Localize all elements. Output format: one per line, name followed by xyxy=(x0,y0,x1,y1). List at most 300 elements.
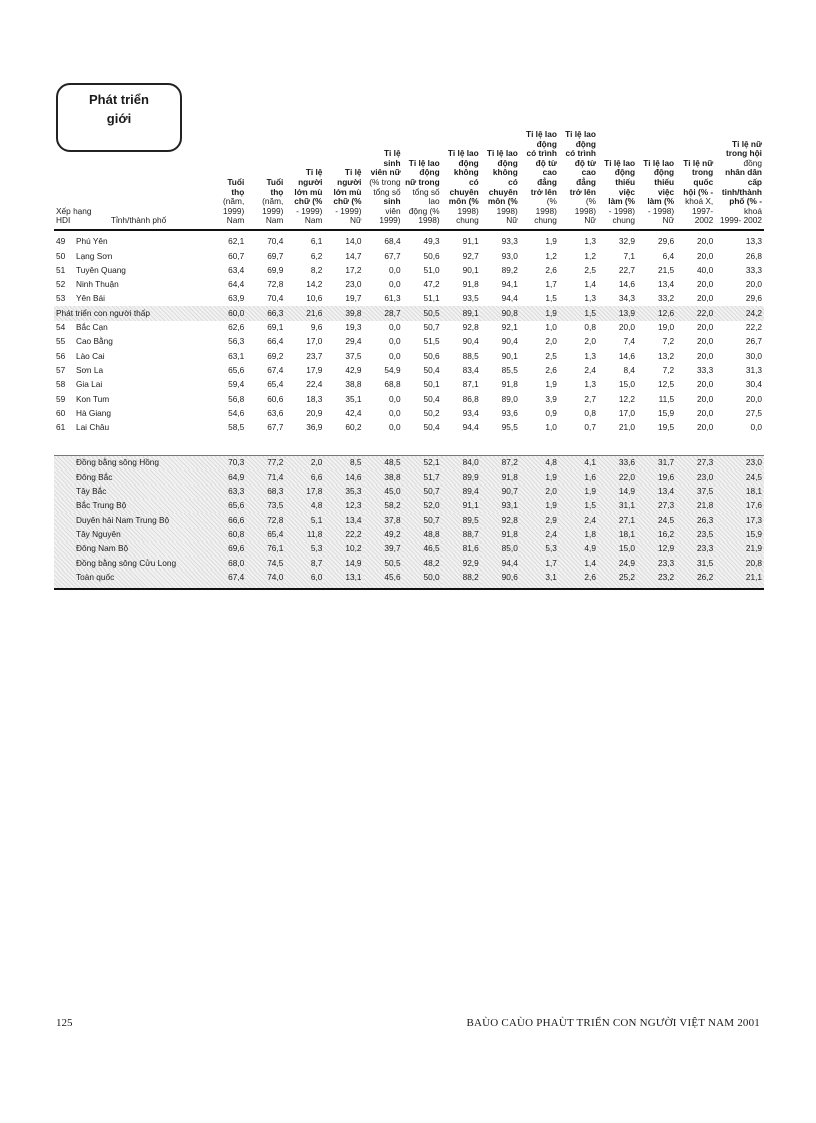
province-cell: Hà Giang xyxy=(75,407,112,418)
value-cell: 1,3 xyxy=(584,236,596,247)
value-cell: 35,1 xyxy=(345,393,362,404)
province-cell: Phú Yên xyxy=(75,236,108,247)
value-cell: 91,1 xyxy=(462,236,479,247)
value-cell: 33,3 xyxy=(745,264,762,275)
value-cell: 11,5 xyxy=(658,393,675,404)
value-cell: 21,9 xyxy=(715,542,764,556)
value-cell: 2,7 xyxy=(584,393,596,404)
value-cell: 93,1 xyxy=(481,499,520,513)
value-cell: 29,6 xyxy=(745,293,762,304)
value-cell: 65,6 xyxy=(228,364,245,375)
value-cell: 63,9 xyxy=(228,293,245,304)
value-cell: 16,2 xyxy=(637,528,676,542)
value-cell: 9,6 xyxy=(310,322,323,333)
value-cell: 7,4 xyxy=(623,336,636,347)
value-cell: 21,5 xyxy=(657,264,675,275)
value-cell: 52,1 xyxy=(403,456,442,471)
rank-cell: 61 xyxy=(56,422,66,433)
value-cell: 0,9 xyxy=(545,407,557,418)
value-cell: 17,2 xyxy=(345,264,362,275)
value-cell: 23,3 xyxy=(637,556,676,570)
value-cell: 32,9 xyxy=(618,236,636,247)
value-cell: 20,0 xyxy=(697,250,714,261)
value-cell: 88,7 xyxy=(442,528,481,542)
table-row xyxy=(54,321,764,335)
value-cell: 1,9 xyxy=(520,470,559,484)
value-cell: 54,6 xyxy=(228,407,245,418)
value-cell: 93,0 xyxy=(501,250,518,261)
value-cell: 14,9 xyxy=(324,556,363,570)
value-cell: 20,0 xyxy=(697,350,714,361)
value-cell: 38,8 xyxy=(364,470,403,484)
region-cell: Tây Bắc xyxy=(54,485,207,499)
value-cell: 20,0 xyxy=(697,293,714,304)
value-cell: 20,0 xyxy=(697,322,714,333)
value-cell: 60,8 xyxy=(207,528,246,542)
value-cell: 0,0 xyxy=(389,422,401,433)
value-cell: 15,9 xyxy=(715,528,764,542)
value-cell: 34,3 xyxy=(618,293,636,304)
value-cell: 42,9 xyxy=(345,364,362,375)
province-cell: Lạng Sơn xyxy=(75,250,113,261)
value-cell: 20,0 xyxy=(697,379,714,390)
value-cell: 13,4 xyxy=(637,485,676,499)
value-cell: 0,0 xyxy=(389,350,401,361)
value-cell: 31,5 xyxy=(676,556,715,570)
value-cell: 22,7 xyxy=(618,264,636,275)
value-cell: 87,2 xyxy=(481,456,520,471)
value-cell: 72,8 xyxy=(246,513,285,527)
province-cell: Cao Bằng xyxy=(75,336,113,347)
value-cell: 1,2 xyxy=(545,250,557,261)
rank-cell: 55 xyxy=(56,336,66,347)
value-cell: 94,4 xyxy=(481,556,520,570)
table-row xyxy=(54,392,764,406)
value-cell: 76,1 xyxy=(246,542,285,556)
value-cell: 0,7 xyxy=(584,422,596,433)
value-cell: 47,2 xyxy=(423,279,440,290)
region-row xyxy=(54,528,764,542)
value-cell: 4,9 xyxy=(559,542,598,556)
value-cell: 24,9 xyxy=(598,556,637,570)
value-cell: 23,0 xyxy=(676,470,715,484)
value-cell: 13,4 xyxy=(657,279,675,290)
value-cell: 85,0 xyxy=(481,542,520,556)
value-cell: 51,0 xyxy=(423,264,440,275)
value-cell: 0,0 xyxy=(389,407,401,418)
value-cell: 50,4 xyxy=(423,393,440,404)
value-cell: 58,5 xyxy=(228,422,245,433)
spacer-cell xyxy=(54,435,764,456)
value-cell: 77,2 xyxy=(246,456,285,471)
value-cell: 19,3 xyxy=(345,322,362,333)
value-cell: 19,7 xyxy=(345,293,362,304)
table-row xyxy=(54,378,764,392)
spacer-row xyxy=(54,435,764,456)
value-cell: 0,0 xyxy=(389,336,401,347)
value-cell: 85,5 xyxy=(501,364,518,375)
value-cell: 74,5 xyxy=(246,556,285,570)
value-cell: 10,6 xyxy=(306,293,323,304)
value-cell: 14,2 xyxy=(306,279,323,290)
value-cell: 33,3 xyxy=(697,364,714,375)
value-cell: 26,3 xyxy=(676,513,715,527)
value-cell: 18,1 xyxy=(598,528,637,542)
value-cell: 63,4 xyxy=(228,264,245,275)
header-hdi-rank: Xếp hạng HDI xyxy=(54,130,72,230)
value-cell: 91,8 xyxy=(481,528,520,542)
value-cell: 1,5 xyxy=(559,306,598,320)
rank-cell: 49 xyxy=(56,236,66,247)
value-cell: 20,9 xyxy=(306,407,323,418)
value-cell: 3,1 xyxy=(520,570,559,588)
value-cell: 72,8 xyxy=(267,279,284,290)
value-cell: 19,5 xyxy=(657,422,675,433)
value-cell: 2,0 xyxy=(584,336,596,347)
region-row xyxy=(54,499,764,513)
value-cell: 59,4 xyxy=(228,379,245,390)
value-cell: 27,3 xyxy=(676,456,715,471)
value-cell: 13,4 xyxy=(324,513,363,527)
table-row xyxy=(54,407,764,421)
value-cell: 68,4 xyxy=(384,236,401,247)
value-cell: 5,3 xyxy=(520,542,559,556)
value-cell: 20,0 xyxy=(745,279,762,290)
value-cell: 2,4 xyxy=(584,364,596,375)
value-cell: 90,8 xyxy=(481,306,520,320)
value-cell: 86,8 xyxy=(462,393,479,404)
value-cell: 90,4 xyxy=(462,336,479,347)
value-cell: 27,5 xyxy=(745,407,762,418)
value-cell: 60,2 xyxy=(345,422,362,433)
value-cell: 1,0 xyxy=(545,322,557,333)
value-cell: 88,2 xyxy=(442,570,481,588)
value-cell: 48,8 xyxy=(403,528,442,542)
value-cell: 50,7 xyxy=(403,513,442,527)
value-cell: 27,1 xyxy=(598,513,637,527)
value-cell: 50,6 xyxy=(423,350,440,361)
value-cell: 15,0 xyxy=(598,542,637,556)
value-cell: 24,5 xyxy=(715,470,764,484)
value-cell: 39,8 xyxy=(324,306,363,320)
value-cell: 12,3 xyxy=(324,499,363,513)
value-cell: 69,6 xyxy=(207,542,246,556)
value-cell: 21,1 xyxy=(715,570,764,588)
value-cell: 15,0 xyxy=(618,379,636,390)
value-cell: 15,9 xyxy=(657,407,675,418)
value-cell: 66,6 xyxy=(207,513,246,527)
value-cell: 50,0 xyxy=(403,570,442,588)
value-cell: 66,4 xyxy=(267,336,284,347)
value-cell: 30,4 xyxy=(745,379,762,390)
group-name-cell: Phát triển con người thấp xyxy=(54,306,207,320)
value-cell: 93,5 xyxy=(462,293,479,304)
rank-cell: 56 xyxy=(56,350,66,361)
table-header-row xyxy=(54,130,764,230)
value-cell: 8,7 xyxy=(285,556,324,570)
value-cell: 37,5 xyxy=(345,350,362,361)
value-cell: 23,0 xyxy=(715,456,764,471)
value-cell: 1,7 xyxy=(545,279,557,290)
value-cell: 20,0 xyxy=(697,407,714,418)
value-cell: 70,4 xyxy=(267,236,284,247)
value-cell: 1,9 xyxy=(559,485,598,499)
value-cell: 50,7 xyxy=(423,322,440,333)
table-row xyxy=(54,349,764,363)
value-cell: 20,0 xyxy=(618,322,636,333)
value-cell: 64,4 xyxy=(228,279,245,290)
value-cell: 18,3 xyxy=(306,393,323,404)
table-row xyxy=(54,335,764,349)
value-cell: 28,7 xyxy=(364,306,403,320)
header-col-4: Tỉ lệ người lớn mù chữ (% - 1999) Nữ xyxy=(324,130,363,230)
value-cell: 14,9 xyxy=(598,485,637,499)
value-cell: 37,8 xyxy=(364,513,403,527)
header-col-14: Tỉ lệ nữ trong hội đồng nhân dân cấp tỉnh/thành phố (% - khoá 1999- 2002 xyxy=(715,130,764,230)
value-cell: 69,1 xyxy=(267,322,284,333)
value-cell: 74,0 xyxy=(246,570,285,588)
value-cell: 14,6 xyxy=(618,279,636,290)
value-cell: 29,6 xyxy=(657,236,675,247)
province-cell: Bắc Cạn xyxy=(75,322,108,333)
value-cell: 14,6 xyxy=(324,470,363,484)
region-row xyxy=(54,485,764,499)
value-cell: 84,0 xyxy=(442,456,481,471)
value-cell: 23,7 xyxy=(306,350,323,361)
value-cell: 14,6 xyxy=(618,350,636,361)
value-cell: 54,9 xyxy=(384,364,401,375)
value-cell: 68,0 xyxy=(207,556,246,570)
value-cell: 62,1 xyxy=(228,236,245,247)
value-cell: 29,4 xyxy=(345,336,362,347)
value-cell: 21,0 xyxy=(618,422,636,433)
value-cell: 92,8 xyxy=(462,322,479,333)
value-cell: 65,4 xyxy=(246,528,285,542)
header-province: Tỉnh/thành phố xyxy=(72,130,207,230)
rank-cell: 59 xyxy=(56,393,66,404)
value-cell: 45,0 xyxy=(364,485,403,499)
region-cell: Bắc Trung Bộ xyxy=(54,499,207,513)
value-cell: 22,0 xyxy=(676,306,715,320)
value-cell: 6,6 xyxy=(285,470,324,484)
header-col-12: Tỉ lệ lao động thiếu việc làm (% - 1998) Nữ xyxy=(637,130,676,230)
header-col-9: Tỉ lệ lao động có trình độ từ cao đẳng trở lên (% 1998) chung xyxy=(520,130,559,230)
value-cell: 89,5 xyxy=(442,513,481,527)
gender-development-table xyxy=(54,130,764,590)
value-cell: 8,2 xyxy=(310,264,323,275)
province-cell: Ninh Thuận xyxy=(75,279,119,290)
value-cell: 24,2 xyxy=(715,306,764,320)
value-cell: 21,8 xyxy=(676,499,715,513)
value-cell: 7,2 xyxy=(662,364,675,375)
region-cell: Đông Nam Bộ xyxy=(54,542,207,556)
value-cell: 90,7 xyxy=(481,485,520,499)
value-cell: 33,2 xyxy=(657,293,675,304)
value-cell: 65,4 xyxy=(267,379,284,390)
value-cell: 69,9 xyxy=(267,264,284,275)
value-cell: 66,3 xyxy=(246,306,285,320)
value-cell: 0,0 xyxy=(389,279,401,290)
value-cell: 23,3 xyxy=(676,542,715,556)
value-cell: 67,4 xyxy=(267,364,284,375)
value-cell: 90,6 xyxy=(481,570,520,588)
value-cell: 71,4 xyxy=(246,470,285,484)
value-cell: 1,8 xyxy=(559,528,598,542)
value-cell: 48,2 xyxy=(403,556,442,570)
value-cell: 22,4 xyxy=(306,379,323,390)
value-cell: 23,2 xyxy=(637,570,676,588)
value-cell: 2,0 xyxy=(520,485,559,499)
value-cell: 4,8 xyxy=(285,499,324,513)
value-cell: 45,6 xyxy=(364,570,403,588)
province-cell: Lai Châu xyxy=(75,422,110,433)
value-cell: 51,1 xyxy=(423,293,440,304)
value-cell: 60,6 xyxy=(267,393,284,404)
value-cell: 69,7 xyxy=(267,250,284,261)
section-title-line1: Phát triển xyxy=(89,92,149,107)
value-cell: 5,1 xyxy=(285,513,324,527)
value-cell: 60,7 xyxy=(228,250,245,261)
value-cell: 50,5 xyxy=(364,556,403,570)
value-cell: 0,0 xyxy=(389,393,401,404)
value-cell: 37,5 xyxy=(676,485,715,499)
value-cell: 6,0 xyxy=(285,570,324,588)
value-cell: 17,0 xyxy=(618,407,636,418)
value-cell: 27,3 xyxy=(637,499,676,513)
value-cell: 50,6 xyxy=(423,250,440,261)
value-cell: 87,1 xyxy=(462,379,479,390)
header-col-3: Tỉ lệ người lớn mù chữ (% - 1999) Nam xyxy=(285,130,324,230)
value-cell: 18,1 xyxy=(715,485,764,499)
value-cell: 6,2 xyxy=(310,250,323,261)
value-cell: 2,9 xyxy=(520,513,559,527)
value-cell: 22,0 xyxy=(598,470,637,484)
value-cell: 50,7 xyxy=(403,485,442,499)
value-cell: 1,3 xyxy=(584,350,596,361)
value-cell: 91,1 xyxy=(442,499,481,513)
value-cell: 23,0 xyxy=(345,279,362,290)
header-col-5: Tỉ lệ sinh viên nữ (% trong tổng số sinh viên 1999) xyxy=(364,130,403,230)
value-cell: 1,9 xyxy=(520,306,559,320)
header-col-1: Tuổi thọ (năm, 1999) Nam xyxy=(207,130,246,230)
section-title-line2: giới xyxy=(106,111,132,126)
value-cell: 1,3 xyxy=(584,293,596,304)
value-cell: 2,4 xyxy=(559,513,598,527)
value-cell: 68,8 xyxy=(384,379,401,390)
value-cell: 30,0 xyxy=(745,350,762,361)
value-cell: 7,1 xyxy=(623,250,636,261)
value-cell: 31,1 xyxy=(598,499,637,513)
value-cell: 12,9 xyxy=(637,542,676,556)
table-row xyxy=(54,249,764,263)
value-cell: 20,0 xyxy=(697,279,714,290)
value-cell: 89,4 xyxy=(442,485,481,499)
value-cell: 5,3 xyxy=(285,542,324,556)
value-cell: 24,5 xyxy=(637,513,676,527)
value-cell: 2,6 xyxy=(559,570,598,588)
value-cell: 65,6 xyxy=(207,499,246,513)
province-cell: Gia Lai xyxy=(75,379,103,390)
value-cell: 94,4 xyxy=(501,293,518,304)
header-col-10: Tỉ lệ lao động có trình độ từ cao đẳng trở lên (% 1998) Nữ xyxy=(559,130,598,230)
value-cell: 81,6 xyxy=(442,542,481,556)
value-cell: 69,2 xyxy=(267,350,284,361)
region-cell: Đông Bắc xyxy=(54,470,207,484)
table-row xyxy=(54,278,764,292)
value-cell: 40,0 xyxy=(697,264,714,275)
value-cell: 26,2 xyxy=(676,570,715,588)
value-cell: 26,8 xyxy=(745,250,762,261)
value-cell: 2,6 xyxy=(545,264,557,275)
value-cell: 91,8 xyxy=(481,470,520,484)
value-cell: 39,7 xyxy=(364,542,403,556)
value-cell: 51,5 xyxy=(423,336,440,347)
value-cell: 20,0 xyxy=(697,422,714,433)
value-cell: 48,5 xyxy=(364,456,403,471)
value-cell: 42,4 xyxy=(345,407,362,418)
value-cell: 94,1 xyxy=(501,279,518,290)
value-cell: 22,2 xyxy=(324,528,363,542)
region-cell: Duyên hải Nam Trung Bộ xyxy=(54,513,207,527)
value-cell: 33,6 xyxy=(598,456,637,471)
value-cell: 20,0 xyxy=(697,236,714,247)
rank-cell: 60 xyxy=(56,407,66,418)
value-cell: 2,0 xyxy=(545,336,557,347)
value-cell: 31,7 xyxy=(637,456,676,471)
value-cell: 6,1 xyxy=(310,236,323,247)
value-cell: 67,7 xyxy=(384,250,401,261)
value-cell: 1,0 xyxy=(545,422,557,433)
rank-cell: 51 xyxy=(56,264,66,275)
value-cell: 63,1 xyxy=(228,350,245,361)
value-cell: 14,7 xyxy=(345,250,362,261)
value-cell: 38,8 xyxy=(345,379,362,390)
value-cell: 20,0 xyxy=(745,393,762,404)
table-row xyxy=(54,364,764,378)
rank-cell: 54 xyxy=(56,322,66,333)
value-cell: 88,5 xyxy=(462,350,479,361)
value-cell: 49,3 xyxy=(423,236,440,247)
value-cell: 0,8 xyxy=(584,407,596,418)
value-cell: 20,0 xyxy=(697,393,714,404)
value-cell: 92,8 xyxy=(481,513,520,527)
value-cell: 0,0 xyxy=(389,322,401,333)
value-cell: 50,5 xyxy=(403,306,442,320)
table-row xyxy=(54,421,764,435)
value-cell: 6,4 xyxy=(662,250,675,261)
value-cell: 62,6 xyxy=(228,322,245,333)
value-cell: 23,5 xyxy=(676,528,715,542)
value-cell: 46,5 xyxy=(403,542,442,556)
region-cell: Toàn quốc xyxy=(54,570,207,588)
value-cell: 4,8 xyxy=(520,456,559,471)
province-cell: Sơn La xyxy=(75,364,104,375)
value-cell: 13,3 xyxy=(745,236,762,247)
value-cell: 50,4 xyxy=(423,364,440,375)
running-footer-title: BAÙO CAÙO PHAÙT TRIỂN CON NGƯỜI VIỆT NAM 2001 xyxy=(466,1017,760,1029)
region-row xyxy=(54,542,764,556)
value-cell: 89,2 xyxy=(501,264,518,275)
value-cell: 92,7 xyxy=(462,250,479,261)
value-cell: 7,2 xyxy=(662,336,675,347)
value-cell: 90,1 xyxy=(501,350,518,361)
value-cell: 92,9 xyxy=(442,556,481,570)
value-cell: 50,4 xyxy=(423,422,440,433)
table-row xyxy=(54,235,764,249)
value-cell: 1,7 xyxy=(520,556,559,570)
value-cell: 90,4 xyxy=(501,336,518,347)
region-cell: Đồng bằng sông Hồng xyxy=(54,456,207,471)
